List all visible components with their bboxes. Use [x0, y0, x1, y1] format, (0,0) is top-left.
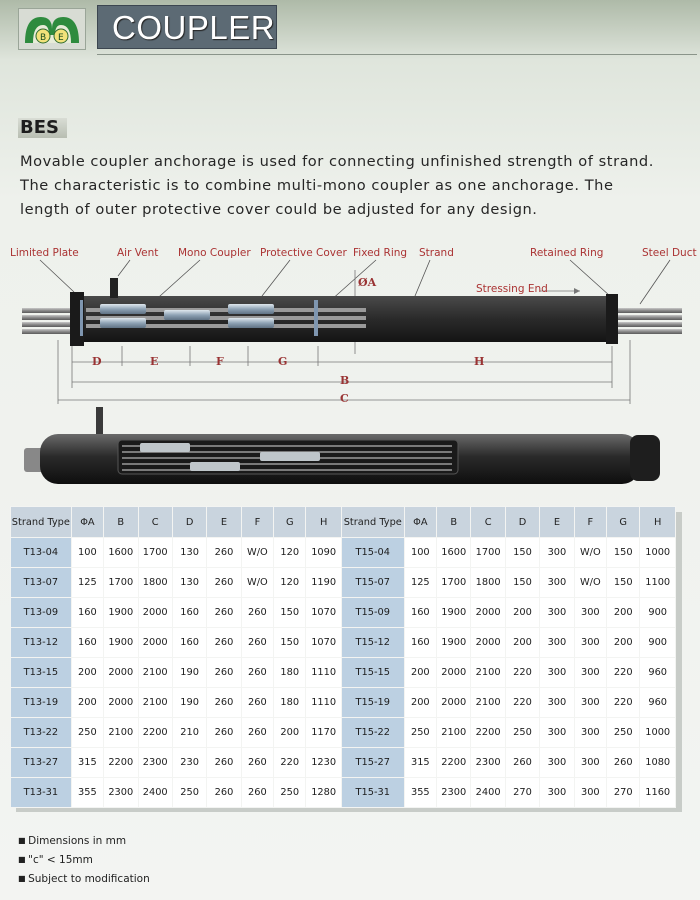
table-cell: 200 — [71, 658, 103, 688]
table-row — [11, 538, 676, 568]
table-cell: 1190 — [306, 568, 341, 598]
table-cell: 1070 — [306, 598, 341, 628]
table-cell: W/O — [241, 568, 273, 598]
table-cell: 210 — [172, 718, 206, 748]
dim-g: G — [278, 355, 288, 368]
table-cell: 2200 — [104, 748, 138, 778]
table-cell: 200 — [607, 598, 640, 628]
table-cell: 1600 — [104, 538, 138, 568]
table-cell: 270 — [607, 778, 640, 808]
table-cell: 1070 — [306, 628, 341, 658]
strand-type-cell: T13-19 — [11, 688, 72, 718]
table-row — [11, 628, 676, 658]
table-cell: 2300 — [471, 748, 505, 778]
table-cell: 160 — [172, 598, 206, 628]
table-cell: 125 — [71, 568, 103, 598]
table-cell: 260 — [241, 688, 273, 718]
table-cell: 260 — [505, 748, 539, 778]
table-cell: 150 — [274, 598, 306, 628]
table-cell: 260 — [207, 778, 241, 808]
table-cell: 300 — [574, 718, 606, 748]
table-cell: 250 — [274, 778, 306, 808]
table-cell: 2300 — [138, 748, 172, 778]
table-cell: 300 — [540, 568, 574, 598]
table-cell: 300 — [574, 628, 606, 658]
label-protective-cover: Protective Cover — [260, 247, 347, 259]
table-cell: 190 — [172, 688, 206, 718]
column-header: ΦA — [71, 507, 103, 538]
table-cell: 220 — [505, 688, 539, 718]
dim-h: H — [474, 355, 485, 368]
table-cell: 200 — [71, 688, 103, 718]
table-cell: 260 — [207, 628, 241, 658]
table-cell: 2100 — [437, 718, 471, 748]
label-stressing-end: Stressing End — [476, 283, 548, 295]
strand-type-cell: T15-09 — [341, 598, 404, 628]
column-header: G — [274, 507, 306, 538]
table-cell: 2000 — [437, 688, 471, 718]
table-cell: 200 — [404, 688, 436, 718]
table-cell: 260 — [607, 748, 640, 778]
section-description — [20, 150, 690, 222]
table-cell: 1700 — [104, 568, 138, 598]
table-cell: 260 — [207, 688, 241, 718]
column-header: ΦA — [404, 507, 436, 538]
table-cell: 300 — [574, 658, 606, 688]
strand-type-cell: T15-07 — [341, 568, 404, 598]
column-header: D — [505, 507, 539, 538]
column-header: Strand Type — [11, 507, 72, 538]
strand-type-cell: T13-09 — [11, 598, 72, 628]
table-cell: 260 — [241, 748, 273, 778]
table-cell: 2400 — [138, 778, 172, 808]
strand-type-cell: T13-12 — [11, 628, 72, 658]
table-cell: 2300 — [437, 778, 471, 808]
table-cell: 220 — [607, 658, 640, 688]
strand-type-cell: T13-07 — [11, 568, 72, 598]
table-cell: 960 — [640, 658, 676, 688]
table-cell: 200 — [505, 628, 539, 658]
table-cell: 300 — [540, 598, 574, 628]
table-cell: 150 — [607, 538, 640, 568]
table-cell: 2100 — [138, 688, 172, 718]
table-cell: 300 — [574, 688, 606, 718]
title-banner — [97, 5, 277, 49]
table-cell: 150 — [505, 568, 539, 598]
table-cell: 260 — [241, 718, 273, 748]
column-header: B — [437, 507, 471, 538]
table-cell: 300 — [540, 658, 574, 688]
table-cell: 260 — [241, 628, 273, 658]
column-header: G — [607, 507, 640, 538]
dim-d: D — [92, 355, 102, 368]
table-cell: 1170 — [306, 718, 341, 748]
svg-text:E: E — [58, 33, 64, 43]
dim-c: C — [340, 392, 349, 405]
description-line: Movable coupler anchorage is used for connecting unfinished strength of strand. — [20, 153, 654, 170]
table-cell: 1900 — [104, 598, 138, 628]
table-cell: 2100 — [471, 658, 505, 688]
table-cell: 260 — [241, 598, 273, 628]
label-retained-ring: Retained Ring — [530, 247, 604, 259]
label-air-vent: Air Vent — [117, 247, 159, 259]
column-header: B — [104, 507, 138, 538]
table-row — [11, 748, 676, 778]
table-cell: 270 — [505, 778, 539, 808]
strand-type-cell: T13-04 — [11, 538, 72, 568]
label-mono-coupler: Mono Coupler — [178, 247, 251, 259]
table-cell: 1110 — [306, 688, 341, 718]
table-body — [11, 538, 676, 808]
table-cell: 2000 — [471, 628, 505, 658]
table-cell: 1900 — [437, 628, 471, 658]
table-cell: 1600 — [437, 538, 471, 568]
column-header: E — [540, 507, 574, 538]
table-cell: 200 — [505, 598, 539, 628]
strand-type-cell: T15-19 — [341, 688, 404, 718]
table-cell: 2200 — [138, 718, 172, 748]
label-fixed-ring: Fixed Ring — [353, 247, 408, 259]
company-logo — [18, 8, 86, 50]
table-cell: 2000 — [437, 658, 471, 688]
table-cell: 250 — [607, 718, 640, 748]
table-row — [11, 688, 676, 718]
table-cell: 2200 — [437, 748, 471, 778]
table-cell: 260 — [207, 568, 241, 598]
table-cell: 1080 — [640, 748, 676, 778]
table-cell: 2000 — [138, 628, 172, 658]
table-cell: 160 — [404, 628, 436, 658]
column-header: F — [574, 507, 606, 538]
strand-type-cell: T13-27 — [11, 748, 72, 778]
table-row — [11, 568, 676, 598]
table-cell: 130 — [172, 568, 206, 598]
strand-type-cell: T15-27 — [341, 748, 404, 778]
table-cell: 200 — [607, 628, 640, 658]
table-row — [11, 778, 676, 808]
column-header: F — [241, 507, 273, 538]
column-header: C — [471, 507, 505, 538]
page-header — [0, 0, 700, 58]
table-cell: 150 — [274, 628, 306, 658]
table-cell: 260 — [207, 538, 241, 568]
table-cell: 2000 — [138, 598, 172, 628]
table-cell: 1700 — [471, 538, 505, 568]
table-cell: 250 — [404, 718, 436, 748]
section-title: BES — [18, 118, 67, 138]
table-cell: 2100 — [138, 658, 172, 688]
column-header: E — [207, 507, 241, 538]
table-cell: 2100 — [104, 718, 138, 748]
table-cell: 1110 — [306, 658, 341, 688]
description-line: length of outer protective cover could be adjusted for any design. — [20, 201, 538, 218]
table-cell: 960 — [640, 688, 676, 718]
table-cell: 220 — [274, 748, 306, 778]
table-cell: 300 — [540, 538, 574, 568]
strand-type-cell: T13-22 — [11, 718, 72, 748]
table-cell: 1000 — [640, 538, 676, 568]
strand-type-cell: T15-15 — [341, 658, 404, 688]
table-row — [11, 658, 676, 688]
table-cell: W/O — [574, 568, 606, 598]
table-cell: 1000 — [640, 718, 676, 748]
label-steel-duct: Steel Duct — [642, 247, 697, 259]
coupler-drawing — [0, 240, 700, 500]
description-line: The characteristic is to combine multi-mono coupler as one anchorage. The — [20, 177, 614, 194]
table-cell: 200 — [404, 658, 436, 688]
table-cell: 2000 — [104, 658, 138, 688]
column-header: D — [172, 507, 206, 538]
table-cell: 300 — [540, 628, 574, 658]
logo-graphic — [19, 9, 85, 49]
table-cell: 250 — [71, 718, 103, 748]
table-header-row — [11, 507, 676, 538]
table-cell: 200 — [274, 718, 306, 748]
label-limited-plate: Limited Plate — [10, 247, 79, 259]
label-strand: Strand — [419, 247, 454, 259]
table-cell: 900 — [640, 598, 676, 628]
table-cell: 1280 — [306, 778, 341, 808]
table-cell: 1800 — [471, 568, 505, 598]
table-cell: 160 — [404, 598, 436, 628]
table-cell: 355 — [404, 778, 436, 808]
table-cell: 130 — [172, 538, 206, 568]
table-cell: 250 — [505, 718, 539, 748]
column-header: Strand Type — [341, 507, 404, 538]
table-cell: 2000 — [471, 598, 505, 628]
table-cell: 300 — [540, 688, 574, 718]
table-cell: 120 — [274, 538, 306, 568]
table-cell: 260 — [241, 778, 273, 808]
table-cell: 355 — [71, 778, 103, 808]
table-cell: 260 — [207, 748, 241, 778]
table-cell: 300 — [540, 778, 574, 808]
table-cell: 315 — [404, 748, 436, 778]
column-header: H — [306, 507, 341, 538]
column-header: H — [640, 507, 676, 538]
table-cell: 1700 — [138, 538, 172, 568]
table-cell: 120 — [274, 568, 306, 598]
coupler-diagram — [0, 240, 700, 500]
table-cell: 180 — [274, 688, 306, 718]
table-cell: 2400 — [471, 778, 505, 808]
dim-f: F — [216, 355, 224, 368]
table-cell: 1100 — [640, 568, 676, 598]
spec-table — [10, 506, 676, 808]
strand-type-cell: T15-31 — [341, 778, 404, 808]
strand-type-cell: T15-12 — [341, 628, 404, 658]
table-cell: 1800 — [138, 568, 172, 598]
table-cell: 1700 — [437, 568, 471, 598]
svg-text:B: B — [40, 33, 47, 43]
table-cell: 250 — [172, 778, 206, 808]
table-row — [11, 718, 676, 748]
table-cell: 1900 — [437, 598, 471, 628]
table-cell: 220 — [607, 688, 640, 718]
table-cell: 1230 — [306, 748, 341, 778]
table-cell: 100 — [71, 538, 103, 568]
table-cell: 1900 — [104, 628, 138, 658]
table-cell: 300 — [574, 748, 606, 778]
table-cell: 900 — [640, 628, 676, 658]
table-cell: 160 — [71, 598, 103, 628]
strand-type-cell: T15-04 — [341, 538, 404, 568]
page-title: COUPLER — [112, 9, 276, 46]
note-item: ■ Subject to modification — [18, 870, 150, 889]
table-cell: 300 — [574, 598, 606, 628]
table-cell: 300 — [540, 718, 574, 748]
table-cell: 150 — [505, 538, 539, 568]
table-row — [11, 598, 676, 628]
table-cell: 300 — [574, 778, 606, 808]
table-cell: 260 — [207, 718, 241, 748]
table-cell: 125 — [404, 568, 436, 598]
table-cell: 300 — [540, 748, 574, 778]
table-cell: 2000 — [104, 688, 138, 718]
dim-phi-a: ØA — [358, 276, 377, 289]
table-cell: 180 — [274, 658, 306, 688]
table-cell: 260 — [207, 598, 241, 628]
table-cell: 100 — [404, 538, 436, 568]
table-cell: 1160 — [640, 778, 676, 808]
table-cell: 160 — [172, 628, 206, 658]
header-divider — [97, 54, 697, 55]
table-cell: 150 — [607, 568, 640, 598]
dim-e: E — [150, 355, 159, 368]
strand-type-cell: T13-15 — [11, 658, 72, 688]
strand-type-cell: T15-22 — [341, 718, 404, 748]
dim-b: B — [340, 374, 350, 387]
column-header: C — [138, 507, 172, 538]
table-cell: 315 — [71, 748, 103, 778]
table-cell: 220 — [505, 658, 539, 688]
table-cell: W/O — [574, 538, 606, 568]
table-cell: 2100 — [471, 688, 505, 718]
table-cell: 190 — [172, 658, 206, 688]
table-cell: 2200 — [471, 718, 505, 748]
table-cell: 260 — [241, 658, 273, 688]
notes-list — [18, 832, 150, 889]
table-cell: 2300 — [104, 778, 138, 808]
note-item: ■ "c" < 15mm — [18, 851, 150, 870]
table-cell: 160 — [71, 628, 103, 658]
strand-type-cell: T13-31 — [11, 778, 72, 808]
table-cell: 230 — [172, 748, 206, 778]
note-item: ■ Dimensions in mm — [18, 832, 150, 851]
table-cell: 260 — [207, 658, 241, 688]
table-cell: 1090 — [306, 538, 341, 568]
table-cell: W/O — [241, 538, 273, 568]
